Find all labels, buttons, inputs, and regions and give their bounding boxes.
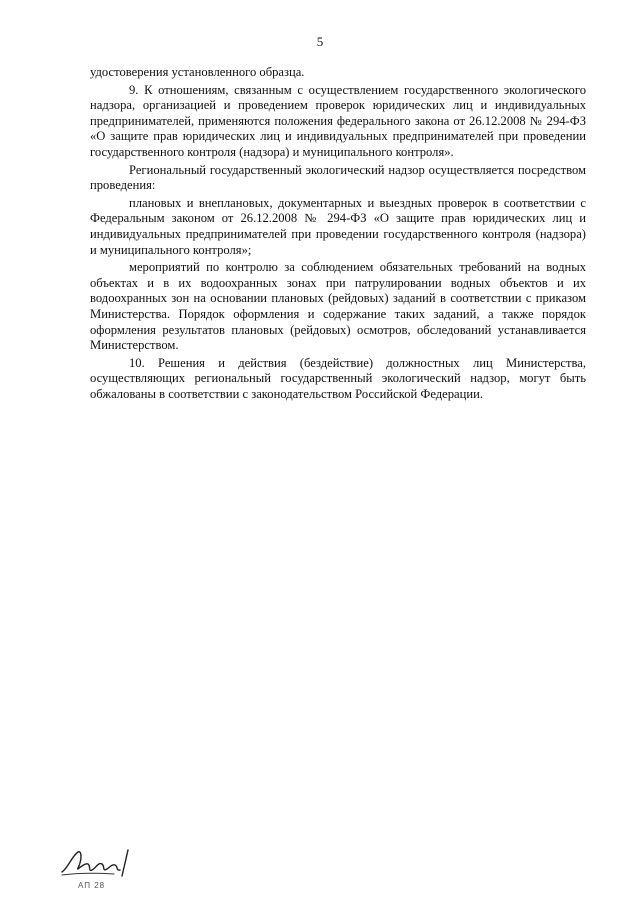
paragraph-inspections: плановых и внеплановых, документарных и выездных проверок в соответствии с Федеральным законом от 26.12.2008 № 294-ФЗ «О защите прав юридических лиц и индивидуальных предпринимателей при проведении государственного контроля (надзора) и муниципального контроля»;: [90, 195, 586, 257]
document-body: [90, 65, 586, 404]
paragraph-continuation: удостоверения установленного образца.: [90, 65, 305, 79]
paragraph-item-9: 9. К отношениям, связанным с осуществлением государственного экологического надзора, организацией и проведением проверок юридических лиц и индивидуальных предпринимателей, применяются положения федерального закона от 26.12.2008 № 294-ФЗ «О защите прав юридических лиц и индивидуальных предпринимателей при проведении государственного контроля (надзора) и муниципального контроля».: [90, 82, 586, 159]
paragraph-item-10: 10. Решения и действия (бездействие) должностных лиц Министерства, осуществляющих региональный государственный экологический надзор, могут быть обжалованы в соответствии с законодательством Российской Федерации.: [90, 355, 586, 401]
page-number: 5: [316, 34, 324, 49]
paragraph-control-measures: мероприятий по контролю за соблюдением обязательных требований на водных объектах и в их водоохранных зонах при патрулировании водных объектов и их водоохранных зон на основании плановых (рейдовых) заданий в соответствии с приказом Министерства. Порядок оформления и содержание таких заданий, а также порядок оформления результатов плановых (рейдовых) осмотров, обследований устанавливается Министерством.: [90, 260, 586, 353]
signature-icon: [58, 842, 148, 882]
paragraph-regional-supervision: Региональный государственный экологический надзор осуществляется посредством проведения:: [90, 162, 586, 193]
footer-mark: АП 28: [78, 881, 106, 890]
